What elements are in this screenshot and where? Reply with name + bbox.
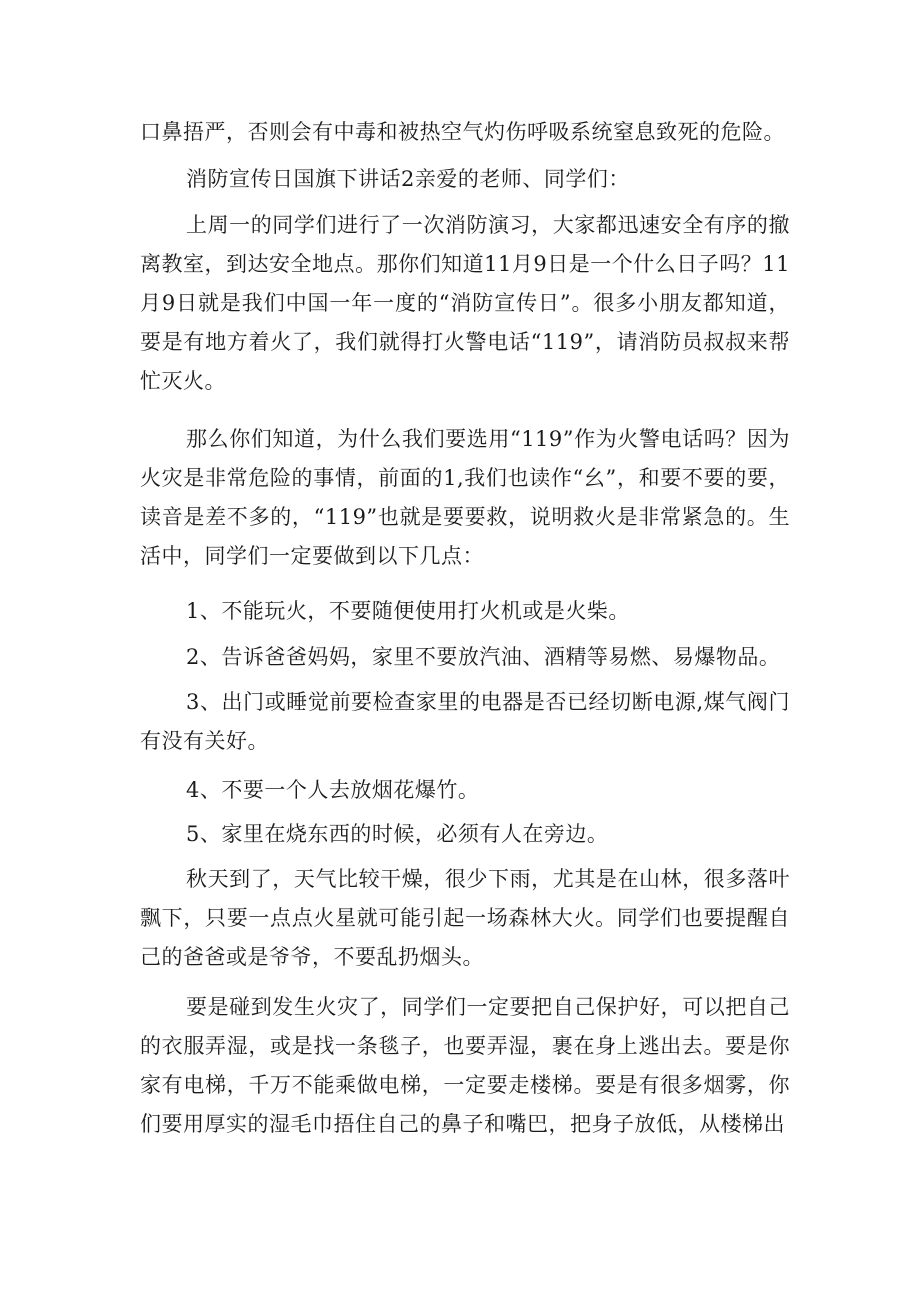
list-item-4: 4、不要一个人去放烟花爆竹。 — [186, 778, 480, 802]
list-item-1: 1、不能玩火，不要随便使用打火机或是火柴。 — [186, 599, 630, 623]
paragraph-why-119: 那么你们知道，为什么我们要选用“119”作为火警电话吗？因为火灾是非常危险的事情，前面的1,我们也读作“幺”，和要不要的要，读音是差不多的，“119”也就是要要救，说明救火是非常紧急的。生活中，同学们一定要做到以下几点： — [140, 427, 790, 568]
list-item-3: 3、出门或睡觉前要检查家里的电器是否已经切断电源,煤气阀门有没有关好。 — [140, 690, 790, 753]
paragraph-escape: 要是碰到发生火灾了，同学们一定要把自己保护好，可以把自己的衣服弄湿，或是找一条毯子，也要弄湿，裹在身上逃出去。要是你家有电梯，千万不能乘做电梯，一定要走楼梯。要是有很多烟雾，你们要用厚实的湿毛巾捂住自己的鼻子和嘴巴，把身子放低，从楼梯出 — [140, 995, 790, 1136]
paragraph-drill: 上周一的同学们进行了一次消防演习，大家都迅速安全有序的撤离教室，到达安全地点。那你们知道11月9日是一个什么日子吗？11月9日就是我们中国一年一度的“消防宣传日”。很多小朋友都知道，要是有地方着火了，我们就得打火警电话“119”，请消防员叔叔来帮忙灭火。 — [140, 213, 790, 393]
paragraph-autumn: 秋天到了，天气比较干燥，很少下雨，尤其是在山林，很多落叶飘下，只要一点点火星就可能引起一场森林大火。同学们也要提醒自己的爸爸或是爷爷，不要乱扔烟头。 — [140, 867, 790, 969]
list-item-5: 5、家里在烧东西的时候，必须有人在旁边。 — [186, 822, 609, 846]
paragraph-continuation: 口鼻捂严，否则会有中毒和被热空气灼伤呼吸系统窒息致死的危险。 — [140, 120, 785, 144]
list-item-2: 2、告诉爸爸妈妈，家里不要放汽油、酒精等易燃、易爆物品。 — [186, 645, 781, 669]
paragraph-speech-title: 消防宣传日国旗下讲话2亲爱的老师、同学们： — [186, 167, 630, 191]
